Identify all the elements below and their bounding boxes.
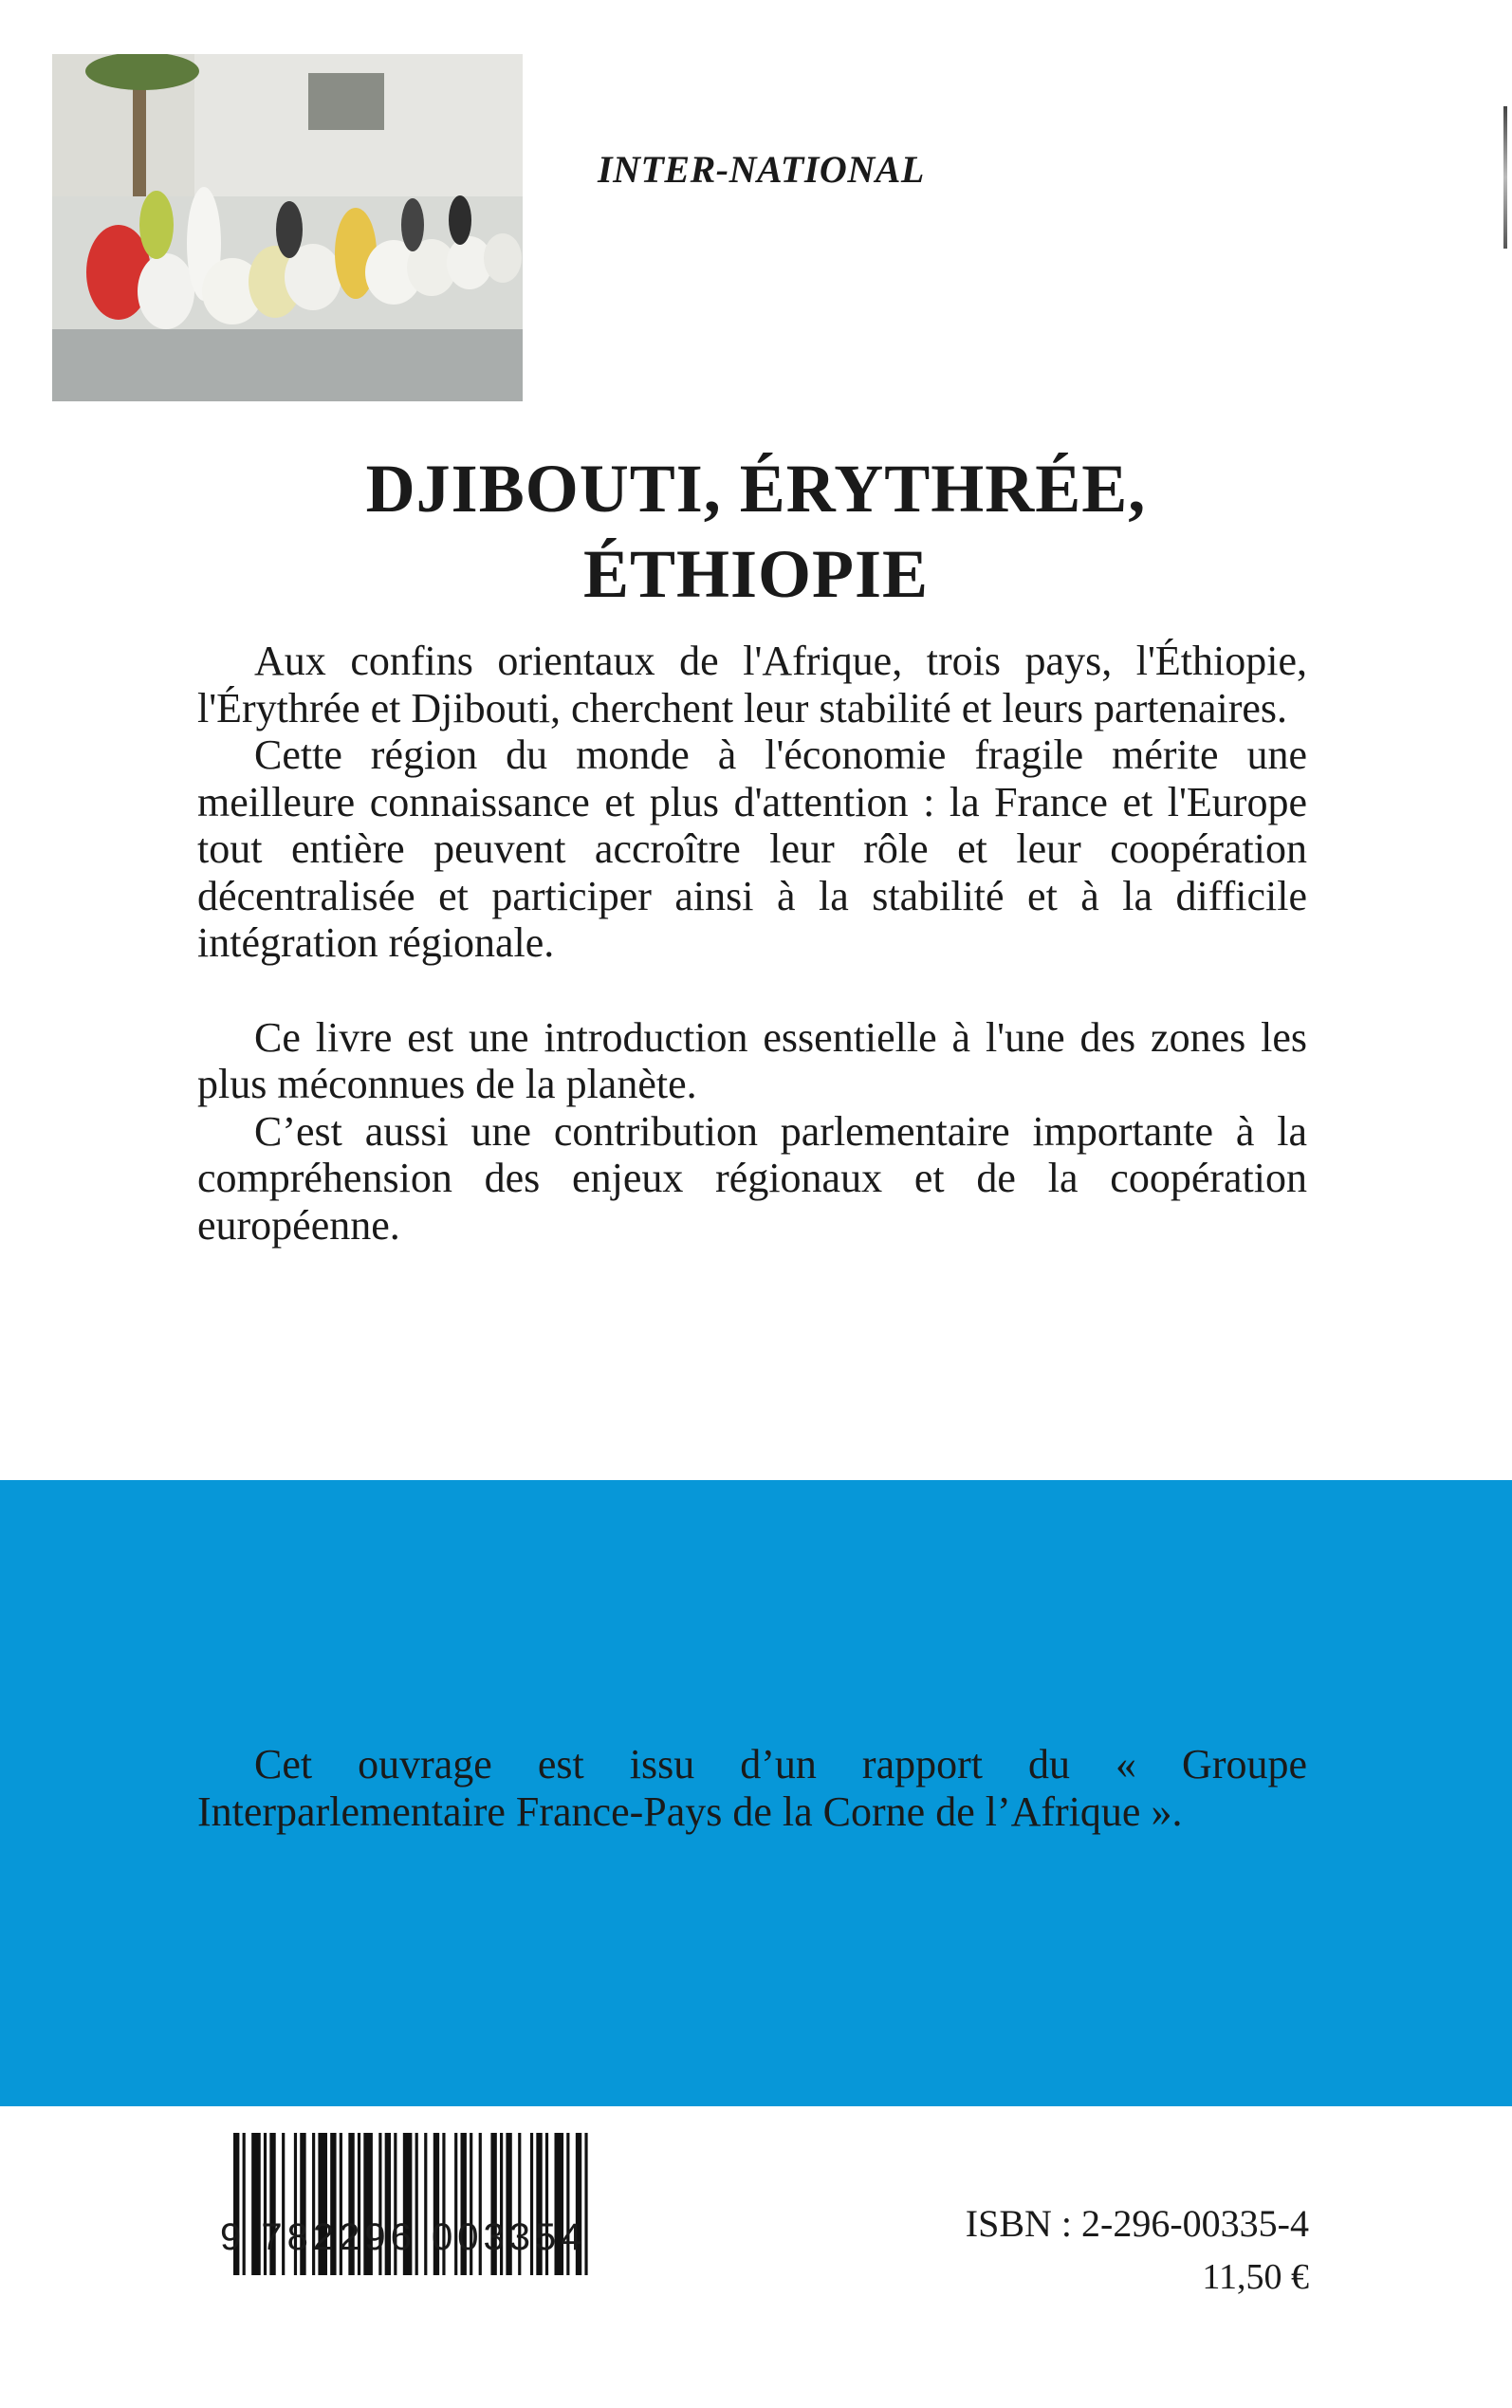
isbn: ISBN : 2-296-00335-4 (965, 2202, 1309, 2245)
blurb-paragraph: Aux confins orientaux de l'Afrique, trois pays, l'Éthiopie, l'Érythrée et Djibouti, cherchent leur stabilité et leurs partenaires. (197, 638, 1307, 732)
barcode-number: 9 782296 003354 (220, 2216, 587, 2258)
book-title-line-1: DJIBOUTI, ÉRYTHRÉE, (365, 451, 1147, 527)
report-note (197, 1741, 1307, 1835)
book-title (0, 446, 1512, 617)
series-name: INTER-NATIONAL (598, 148, 925, 191)
report-note-text: Cet ouvrage est issu d’un rapport du « Groupe Interparlementaire France-Pays de la Corne de l’Afrique ». (197, 1741, 1307, 1835)
edge-mark (1503, 106, 1507, 249)
blurb-paragraph: C’est aussi une contribution parlementaire importante à la compréhension des enjeux régionaux et de la coopération européenne. (197, 1107, 1307, 1249)
book-title-line-2: ÉTHIOPIE (582, 536, 930, 612)
back-cover-blurb (197, 638, 1307, 1249)
blurb-paragraph: Ce livre est une introduction essentielle à l'une des zones les plus méconnues de la planète. (197, 1013, 1307, 1107)
price: 11,50 € (1202, 2257, 1309, 2297)
blurb-paragraph: Cette région du monde à l'économie fragile mérite une meilleure connaissance et plus d'attention : la France et l'Europe tout entière peuvent accroître leur rôle et leur coopération décentralisée et participer ainsi à la stabilité et à la difficile intégration régionale. (197, 732, 1307, 966)
cover-photo (52, 54, 523, 401)
